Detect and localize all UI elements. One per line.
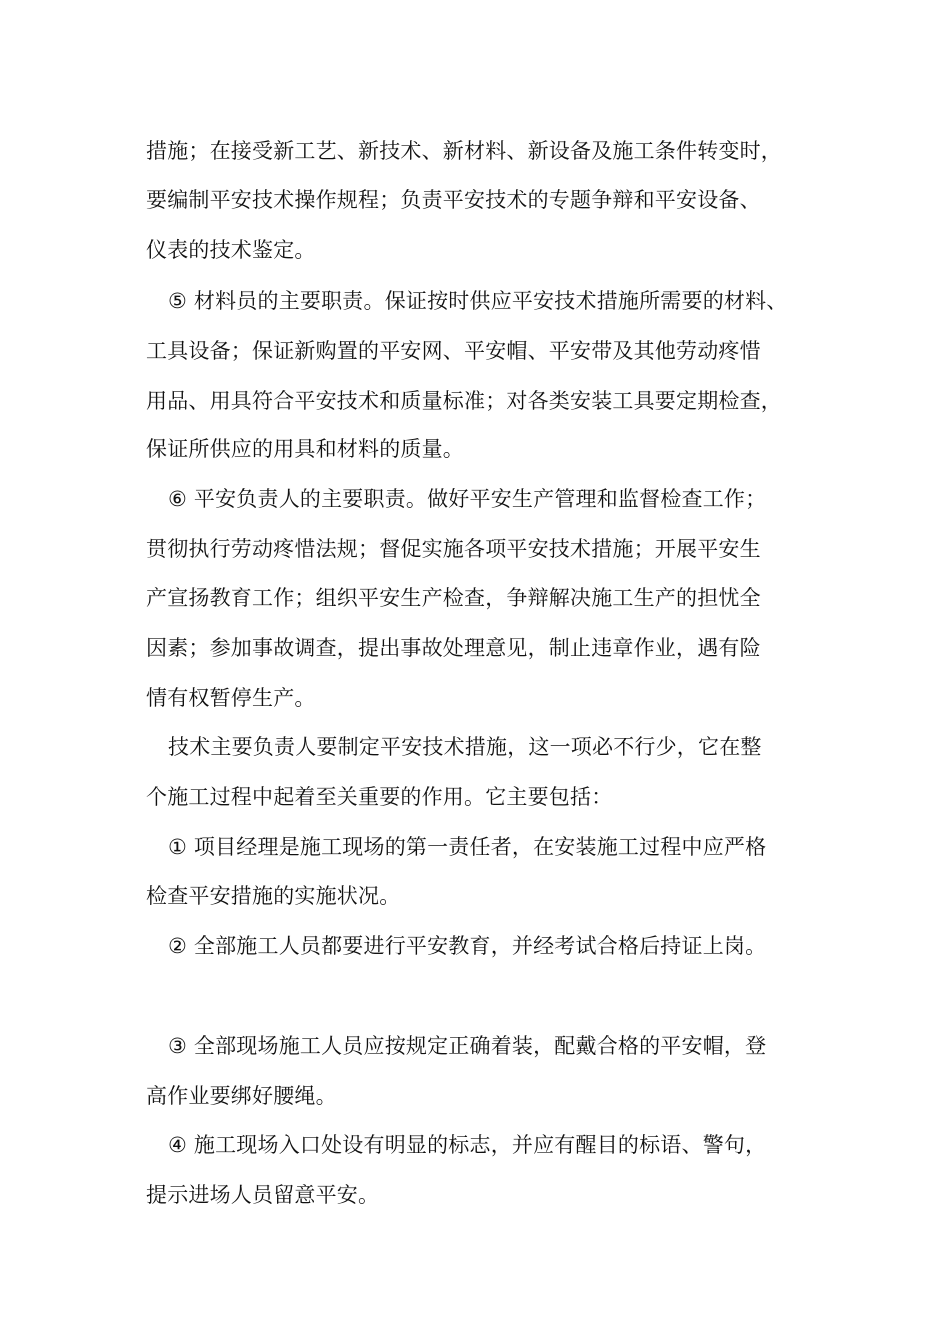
text-line: 提示进场人员留意平安。 bbox=[146, 1183, 380, 1207]
text-line: 个施工过程中起着至关重要的作用。它主要包括： bbox=[146, 785, 613, 809]
list-item-4-start: ④ 施工现场入口处设有明显的标志，并应有醒目的标语、警句， bbox=[168, 1133, 767, 1157]
text-line: 工具设备；保证新购置的平安网、平安帽、平安带及其他劳动疼惜 bbox=[146, 339, 761, 363]
list-item-1-start: ① 项目经理是施工现场的第一责任者，在安装施工过程中应严格 bbox=[168, 835, 767, 859]
text-line: 检查平安措施的实施状况。 bbox=[146, 884, 401, 908]
text-line: 高作业要绑好腰绳。 bbox=[146, 1084, 337, 1108]
list-item-2: ② 全部施工人员都要进行平安教育，并经考试合格后持证上岗。 bbox=[168, 934, 767, 958]
text-line: 情有权暂停生产。 bbox=[146, 686, 316, 710]
text-line: 贯彻执行劳动疼惜法规；督促实施各项平安技术措施；开展平安生 bbox=[146, 537, 761, 561]
text-line: 产宣扬教育工作；组织平安生产检查，争辩解决施工生产的担忧全 bbox=[146, 586, 761, 610]
list-item-6-start: ⑥ 平安负责人的主要职责。做好平安生产管理和监督检查工作； bbox=[168, 487, 767, 511]
text-line: 保证所供应的用具和材料的质量。 bbox=[146, 437, 464, 461]
list-item-3-start: ③ 全部现场施工人员应按规定正确着装，配戴合格的平安帽，登 bbox=[168, 1034, 767, 1058]
text-line: 仪表的技术鉴定。 bbox=[146, 238, 316, 262]
text-line: 用品、用具符合平安技术和质量标准；对各类安装工具要定期检查， bbox=[146, 389, 782, 413]
paragraph-start: 技术主要负责人要制定平安技术措施，这一项必不行少，它在整 bbox=[168, 735, 762, 759]
text-line: 措施；在接受新工艺、新技术、新材料、新设备及施工条件转变时， bbox=[146, 139, 782, 163]
text-line: 要编制平安技术操作规程；负责平安技术的专题争辩和平安设备、 bbox=[146, 188, 761, 212]
text-line: 因素；参加事故调查，提出事故处理意见，制止违章作业，遇有险 bbox=[146, 636, 761, 660]
list-item-5-start: ⑤ 材料员的主要职责。保证按时供应平安技术措施所需要的材料、 bbox=[168, 289, 788, 313]
